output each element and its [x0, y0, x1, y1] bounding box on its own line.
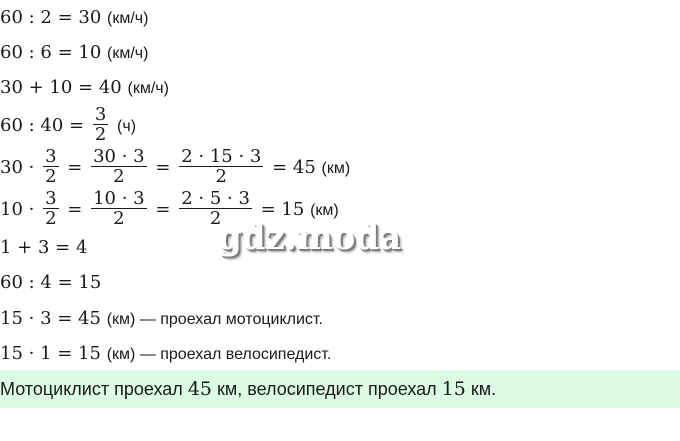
answer-number: 45	[187, 378, 212, 400]
math-result: = 15	[260, 199, 305, 220]
solution-line-10	[0, 342, 331, 367]
fraction-numerator: 10 · 3	[93, 187, 145, 209]
math-expression: 60 : 4 = 15	[0, 272, 102, 293]
fraction	[93, 105, 108, 144]
watermark-logo: gdz.moda	[218, 218, 402, 258]
math-result: = 45	[272, 157, 316, 178]
solution-line-1	[0, 6, 148, 31]
unit-label: (ч)	[117, 118, 137, 135]
solution-line-5	[0, 145, 351, 189]
solution-line-8	[0, 271, 101, 295]
math-expression: 30 + 10 = 40	[0, 77, 122, 98]
answer-number: 15	[441, 378, 466, 400]
math-expression: 60 : 40 =	[0, 115, 85, 136]
equals-sign: =	[67, 157, 83, 178]
solution-line-7	[0, 236, 87, 260]
fraction-numerator: 2 · 15 · 3	[181, 145, 262, 167]
math-expression: 15 · 1 = 15	[0, 343, 101, 364]
fraction-denominator: 2	[45, 207, 57, 229]
answer-box	[0, 370, 680, 408]
math-expression: 1 + 3 = 4	[0, 237, 88, 258]
fraction-denominator: 2	[215, 165, 227, 187]
math-expression: 10 ·	[0, 199, 35, 220]
fraction-numerator: 3	[94, 103, 107, 125]
solution-line-9	[0, 307, 323, 332]
solution-line-2	[0, 41, 148, 66]
solution-line-3	[0, 76, 169, 101]
fraction	[43, 189, 58, 228]
fraction-denominator: 2	[113, 207, 125, 229]
unit-label: (км/ч)	[107, 10, 149, 27]
unit-label: (км/ч)	[127, 80, 169, 97]
equals-sign: =	[67, 199, 83, 220]
fraction-denominator: 2	[113, 165, 125, 187]
fraction-numerator: 30 · 3	[93, 145, 145, 167]
equals-sign: =	[155, 157, 171, 178]
math-expression: 30 ·	[0, 157, 35, 178]
answer-text: км.	[465, 379, 497, 399]
fraction-denominator: 2	[45, 165, 57, 187]
fraction	[91, 147, 147, 186]
unit-label: (км)	[310, 202, 339, 219]
math-expression: 60 : 2 = 30	[0, 7, 102, 28]
unit-label: (км) — проехал мотоциклист.	[106, 311, 323, 328]
fraction-denominator: 2	[209, 207, 222, 229]
fraction-numerator: 3	[45, 187, 57, 209]
fraction	[43, 147, 58, 186]
fraction	[179, 147, 263, 186]
equals-sign: =	[155, 199, 171, 220]
unit-label: (км/ч)	[107, 45, 149, 62]
unit-label: (км) — проехал велосипедист.	[106, 346, 332, 363]
fraction	[91, 189, 147, 228]
unit-label: (км)	[321, 160, 351, 177]
math-expression: 60 : 6 = 10	[0, 42, 102, 63]
fraction-numerator: 3	[45, 145, 57, 167]
answer-text: Мотоциклист проехал	[0, 379, 188, 399]
math-expression: 15 · 3 = 45	[0, 308, 101, 329]
answer-text: км, велосипедист проехал	[212, 379, 442, 399]
fraction-denominator: 2	[94, 123, 107, 145]
solution-line-4	[0, 103, 137, 147]
fraction-numerator: 2 · 5 · 3	[181, 187, 250, 209]
